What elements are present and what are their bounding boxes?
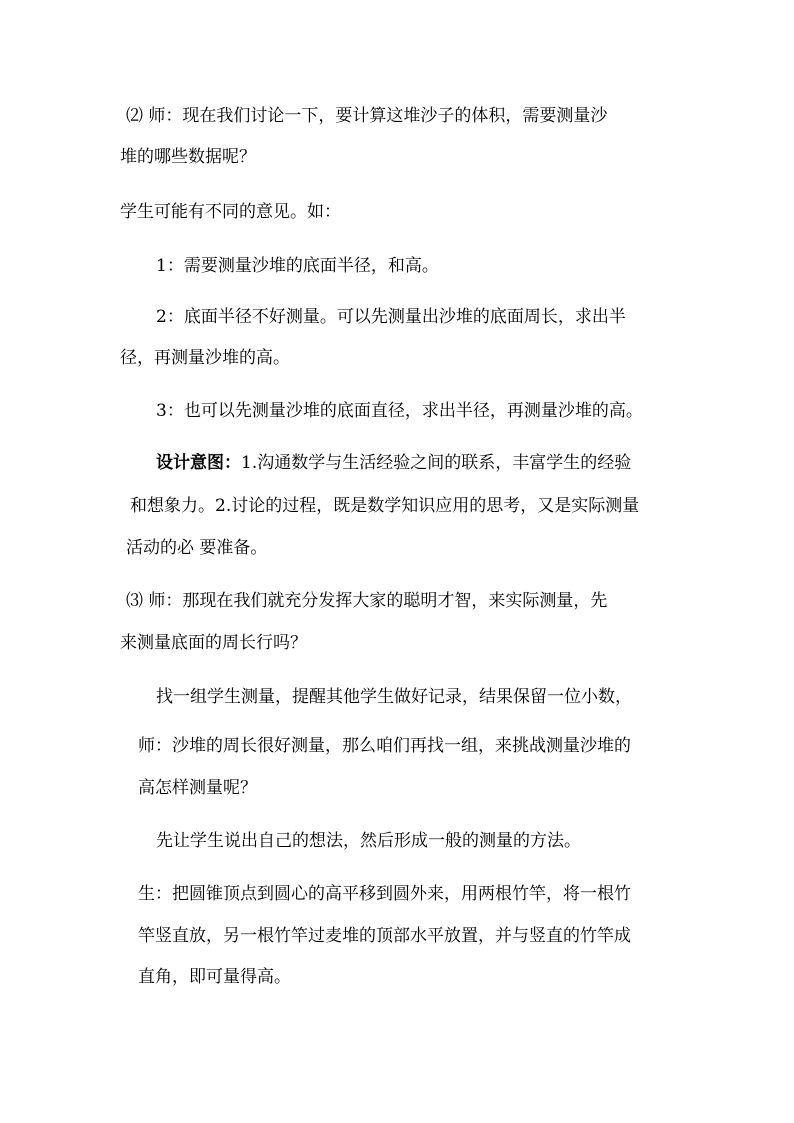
paragraph-line: 活动的必 要准备。 [126, 538, 268, 558]
design-intent-line [156, 452, 631, 474]
paragraph-line: 竿竖直放，另一根竹竿过麦堆的顶部水平放置，并与竖直的竹竿成 [138, 926, 631, 946]
paragraph-line: 学生可能有不同的意见。如： [120, 202, 341, 222]
paragraph-line: 3：也可以先测量沙堆的底面直径，求出半径，再测量沙堆的高。 [156, 401, 643, 421]
paragraph-line: 高怎样测量呢？ [138, 778, 257, 798]
paragraph-line: 先让学生说出自己的想法，然后形成一般的测量的方法。 [156, 831, 581, 851]
paragraph-line: 直角，即可量得高。 [138, 967, 291, 987]
paragraph-line: 堆的哪些数据呢？ [120, 147, 256, 167]
design-intent-text: 1.沟通数学与生活经验之间的联系，丰富学生的经验 [241, 453, 632, 473]
paragraph-line: 师：沙堆的周长很好测量，那么咱们再找一组，来挑战测量沙堆的 [138, 736, 631, 756]
paragraph-line: 找一组学生测量，提醒其他学生做好记录，结果保留一位小数， [156, 687, 632, 707]
design-intent-heading: 设计意图： [156, 453, 241, 473]
paragraph-line: ⑶ 师：那现在我们就充分发挥大家的聪明才智，来实际测量，先 [126, 591, 608, 611]
paragraph-line: 和想象力。2.讨论的过程，既是数学知识应用的思考，又是实际测量 [130, 496, 640, 516]
paragraph-line: 生：把圆锥顶点到圆心的高平移到圆外来，用两根竹竿，将一根竹 [138, 884, 631, 904]
paragraph-line: 2：底面半径不好测量。可以先测量出沙堆的底面周长，求出半 [156, 307, 626, 327]
paragraph-line: 来测量底面的周长行吗？ [120, 633, 307, 653]
paragraph-line: 1：需要测量沙堆的底面半径，和高。 [156, 256, 439, 276]
paragraph-line: 径，再测量沙堆的高。 [120, 348, 290, 368]
paragraph-line: ⑵ 师：现在我们讨论一下，要计算这堆沙子的体积，需要测量沙 [126, 106, 608, 126]
